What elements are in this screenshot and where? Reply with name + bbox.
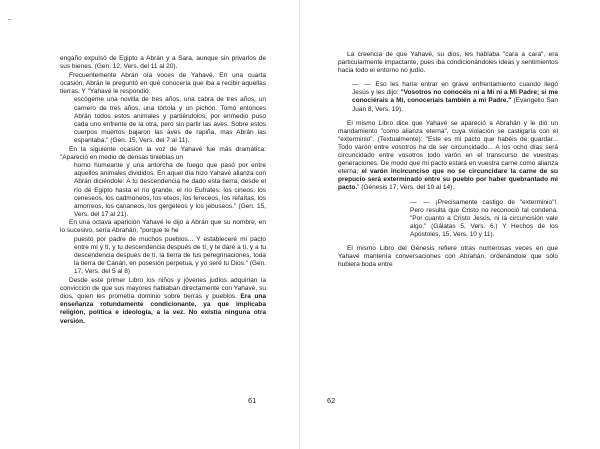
paragraph: engaño expulsó de Egipto a Abrán y a Sara, aunque sin privarlos de sus bienes. (Gen. 12, Vers. del 11 al 20). <box>60 55 266 71</box>
paragraph-covenant <box>338 120 558 193</box>
paragraph-text: El mismo Libro dice que Yahavé se apareció a Abrahán y le dió un mandamiento "como alianza eterna", cuya violación se castigaría con el "exterminio". (Textualmente): "Este es mi pacto que habéis de guardar... Todo varón entre vosotros ha de ser circuncidado... A los ocho días será circuncidado entre vosotros todo varón en el transcurso de vuestras generaciones. De modo que mi pacto estará en vuestra carne como alianza eterna; <box>338 119 558 176</box>
dash-marker: — — <box>352 81 372 89</box>
quote-paragraph: escógeme una novilla de tres años, una cabra de tres años, un carnero de tres años, una tórtola y un pichón. Tomó entonces Abrán todos estos animales y partiéndolos, por enmedio puso cada uno enfrente de la otra, pero sin partir las aves. Sobre estos cuerpos muertos bajaron las aves de rapiña, mas Abrán las espantaba." (Gen. 15, Vers. del 7 al 11). <box>74 96 266 144</box>
right-text-column <box>338 51 558 270</box>
quote-paragraph: puesto por padre de muchos pueblos... Y estableceré mi pacto entre mí y tí, y tu descendencia después de tí; y te daré a tí, y a tu descendencia después de tí, la tierra de tus peregrinaciones, toda la tierra de Canán, en posesión perpetua, y yo seré tu Dios." (Gen. 17, Vers. del 5 al 8) <box>74 236 266 276</box>
quote-reference: (Evangelio San Juan 8, Vers. 19). <box>352 97 558 113</box>
bold-conclusion: Era una enseñanza rotundamente condicionante, ya que implicaba religión, política e ideología, a la vez. No existía ninguna otra versión. <box>60 293 267 325</box>
left-text-column <box>60 55 266 326</box>
paragraph: La creencia de que Yahavé, su dios, les hablaba "cara a cara", era particularmente impactante, pues iba condicionándoles ideas y sentimientos hacia todo el entorno no judío. <box>338 51 558 75</box>
paragraph-with-conclusion <box>60 277 266 326</box>
paragraph: Frecuentemente Abrán oía voces de Yahavé. En una cuarta ocasión, Abrán le preguntó en qué conocería que iba a recibir aquellas tierras. Y "Yahavé le respondió: <box>60 71 266 95</box>
covenant-reference: " (Génesis 17, Vers. del 10 al 14). <box>357 184 455 192</box>
quote-text: Eso les haría entrar en grave enfrentamiento cuando llegó Jesús y les dijo: <box>352 81 558 97</box>
dash-marker: — — <box>410 198 431 206</box>
paragraph: En la siguiente ocasión la voz de Yahavé fue más dramática: "Apareció en medio de densas tinieblas un <box>60 145 266 161</box>
page-number: 62 <box>327 396 336 405</box>
quote-bold: "Vosotros no conocéis ni a Mí ni a Mi Padre; si me conociérais a Mí, conoceríais también a mi Padre." <box>352 89 558 105</box>
paragraph: En una octava aparición Yahavé le dijo a Abrán que su nombre, en lo sucesivo, sería Abrahán, "porque te he <box>60 219 266 235</box>
page-corner-mark: - <box>8 14 11 24</box>
paragraph-text: Desde este primer Libro los niños y jóvenes judíos adquirían la convicción de que sus mayores hablaban directamente con Yahavé, su dios, quien les prometía dominio sobre tierras y pueblos. <box>60 277 266 301</box>
paragraph: El mismo Libro del Génesis refiere otras numerosas veces en que Yahavé mantenía conversaciones con Abrahán, ordenándole que sólo hubiera boda entre <box>338 244 558 269</box>
note-paragraph <box>410 199 558 239</box>
bold-covenant: el varón incircunciso que no se circuncidare la carne de su prepucio será exterminado entre su pueblo por haber quebrantado mi pacto. <box>338 168 558 192</box>
quote-paragraph: horno humeante y una antorcha de fuego que pasó por entre aquellos animales divididos. En aquel día hizo Yahavé alianza con Abrán diciéndole: A tu descendencia he dado esta tierra, desde el río de Egipto hasta el río grande, el río Eufrates: los cineos, los ceneseos, los cadmoneos, los eteos, los fereceos, los refaítas, los amorreos, los cananeos, los gergeteos y los jebuseos." (Gen. 15, Vers. del 17 al 21). <box>74 162 266 218</box>
quote-jesus <box>352 81 558 113</box>
note-text: ¡Precisamente castigo de "exterminio"!. Pero resulta que Cristo no reconoció tal condena. "Por cuanto a Cristo Jesús, ni la circuncisión vale algo." (Gálatas 5, Vers. 6.) Y Hechos de los Apóstoles, 15, Vers. 10 y 11). <box>410 198 558 238</box>
right-page <box>300 0 600 449</box>
page-number: 61 <box>248 396 257 405</box>
